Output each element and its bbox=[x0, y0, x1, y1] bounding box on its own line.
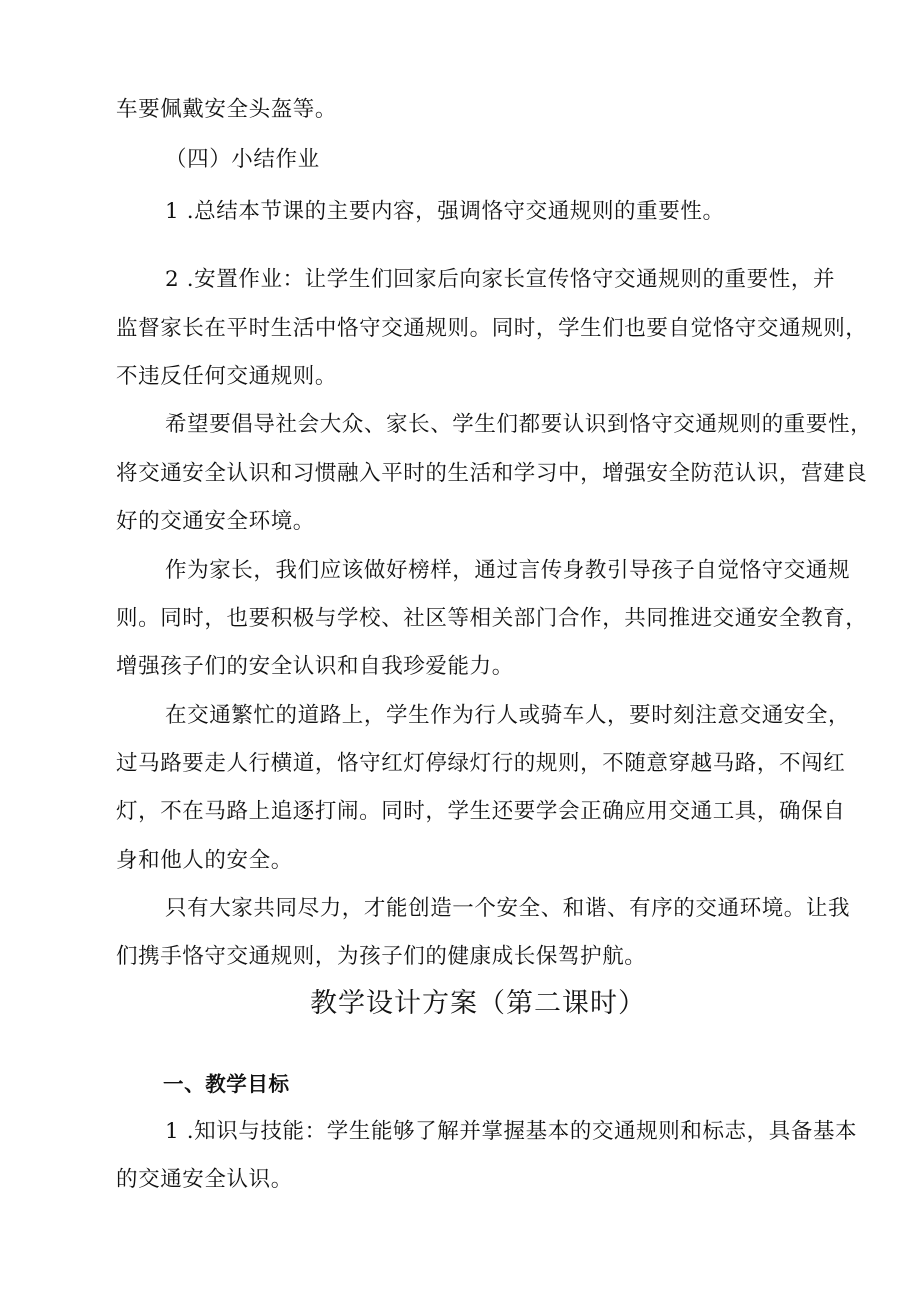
paragraph-line: 则。同时，也要积极与学校、社区等相关部门合作，共同推进交通安全教育， bbox=[116, 606, 868, 631]
paragraph-line: 灯，不在马路上追逐打闹。同时，学生还要学会正确应用交通工具，确保自 bbox=[116, 799, 846, 824]
section-heading-summary: （四）小结作业 bbox=[165, 147, 320, 172]
paragraph-line: 车要佩戴安全头盔等。 bbox=[116, 97, 338, 122]
paragraph-line: 们携手恪守交通规则，为孩子们的健康成长保驾护航。 bbox=[116, 944, 647, 969]
paragraph-line: 好的交通安全环境。 bbox=[116, 509, 315, 534]
paragraph-line: 将交通安全认识和习惯融入平时的生活和学习中，增强安全防范认识，营建良 bbox=[116, 461, 868, 486]
paragraph-line: 只有大家共同尽力，才能创造一个安全、和谐、有序的交通环境。让我 bbox=[165, 896, 851, 921]
subheading-teaching-objectives: 一、教学目标 bbox=[163, 1072, 290, 1096]
paragraph-line: 监督家长在平时生活中恪守交通规则。同时，学生们也要自觉恪守交通规则， bbox=[116, 316, 868, 341]
section-title: 教学设计方案（第二课时） bbox=[310, 988, 646, 1019]
paragraph-line: 希望要倡导社会大众、家长、学生们都要认识到恪守交通规则的重要性， bbox=[165, 412, 873, 437]
paragraph-line: 作为家长，我们应该做好榜样，通过言传身教引导孩子自觉恪守交通规 bbox=[165, 558, 851, 583]
objective-line: 的交通安全认识。 bbox=[116, 1167, 293, 1192]
paragraph-line: 不违反任何交通规则。 bbox=[116, 364, 338, 389]
list-item-line: 2 .安置作业：让学生们回家后向家长宣传恪守交通规则的重要性，并 bbox=[165, 267, 836, 292]
paragraph-line: 过马路要走人行横道，恪守红灯停绿灯行的规则，不随意穿越马路，不闯红 bbox=[116, 751, 846, 776]
paragraph-line: 在交通繁忙的道路上，学生作为行人或骑车人，要时刻注意交通安全， bbox=[165, 703, 851, 728]
objective-line: 1 .知识与技能：学生能够了解并掌握基本的交通规则和标志，具备基本 bbox=[165, 1119, 858, 1144]
paragraph-line: 增强孩子们的安全认识和自我珍爱能力。 bbox=[116, 654, 514, 679]
paragraph-line: 身和他人的安全。 bbox=[116, 848, 293, 873]
list-item-line: 1 .总结本节课的主要内容，强调恪守交通规则的重要性。 bbox=[165, 199, 725, 224]
